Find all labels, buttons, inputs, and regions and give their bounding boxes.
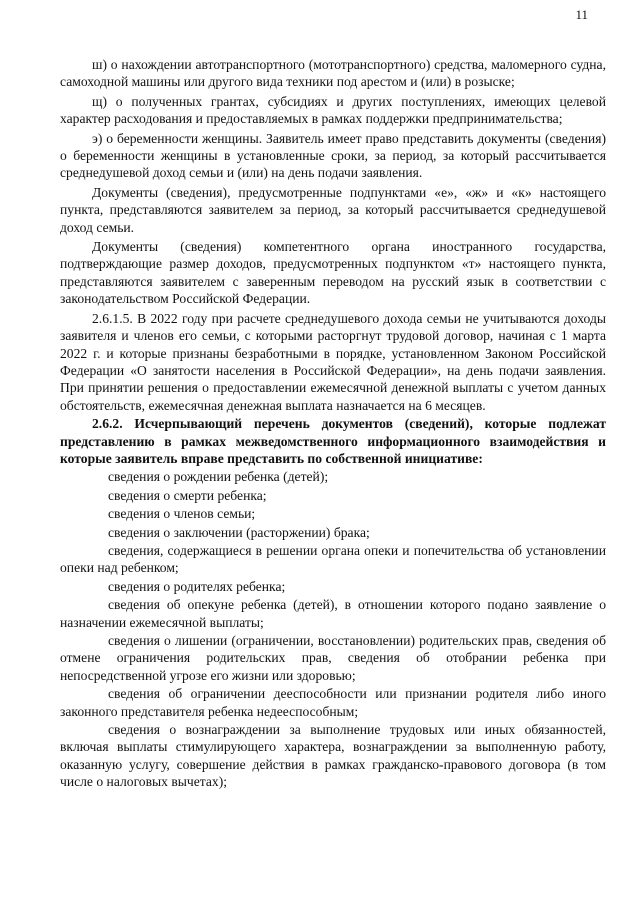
page-number: 11 [575,7,588,22]
list-item: сведения о рождении ребенка (детей); [108,469,329,485]
list-item: сведения о заключении (расторжении) брака; [108,524,370,540]
list-item: сведения об ограничении дееспособности или признании родителя либо иного законного представителя ребенка недееспособным; [60,686,606,719]
paragraph-e: э) о беременности женщины. Заявитель имеет право представить документы (сведения) о беременности женщины в установленные сроки, за период, за который рассчитывается среднедушевой доход семьи и (или) на день подачи заявления. [60,130,606,181]
paragraph-foreign-documents: Документы (сведения) компетентного органа иностранного государства, подтверждающие размер доходов, предусмотренных подпунктом «т» настоящего пункта, представляются заявителем с заверенным переводом на русский язык в соответствии с законодательством Российской Федерации. [60,239,606,307]
paragraph-documents-period: Документы (сведения), предусмотренные подпунктами «е», «ж» и «к» настоящего пункта, представляются заявителем за период, за который рассчитывается среднедушевой доход семьи. [60,184,606,235]
list-item: сведения, содержащиеся в решении органа опеки и попечительства об установлении опеки над ребенком; [60,542,606,576]
list-item: сведения о вознаграждении за выполнение трудовых или иных обязанностей, включая выплаты стимулирующего характера, вознаграждении за выполненную работу, оказанную услугу, совершение действия в рамках гражданско-правового договора (в том числе о налоговых вычетах); [60,722,606,790]
paragraph-sh: ш) о нахождении автотранспортного (мототранспортного) средства, маломерного судна, самоходной машины или другого вида техники под арестом и (или) в розыске; [60,57,606,90]
section-heading-2-6-2: 2.6.2. Исчерпывающий перечень документов (сведений), которые подлежат представлению в рамках межведомственного информационного взаимодействия и которые заявитель вправе представить по собственной инициативе: [60,416,606,466]
paragraph-shch: щ) о полученных грантах, субсидиях и других поступлениях, имеющих целевой характер расходования и предоставляемых в рамках поддержки предпринимательства; [60,93,606,127]
list-item: сведения о смерти ребенка; [108,487,267,503]
list-item: сведения об опекуне ребенка (детей), в отношении которого подано заявление о назначении ежемесячной выплаты; [60,597,606,630]
paragraph-2-6-1-5: 2.6.1.5. В 2022 году при расчете среднедушевого дохода семьи не учитываются доходы заявителя и членов его семьи, с которыми расторгнут трудовой договор, начиная с 1 марта 2022 г. и которые признаны безработными в порядке, установленном Законом Российской Федерации «О занятости населения в Российской Федерации», на день подачи заявления. При принятии решения о предоставлении ежемесячной денежной выплаты с учетом данных обстоятельств, ежемесячная денежная выплата назначается на 6 месяцев. [60,310,606,413]
list-item: сведения о лишении (ограничении, восстановлении) родительских прав, сведения об отмене ограничения родительских прав, сведения об отобрании ребенка при непосредственной угрозе его жизни или здоровью; [60,633,606,683]
document-body [60,56,606,791]
list-item: сведения о родителях ребенка; [108,578,286,594]
list-item: сведения о членов семьи; [108,506,256,522]
